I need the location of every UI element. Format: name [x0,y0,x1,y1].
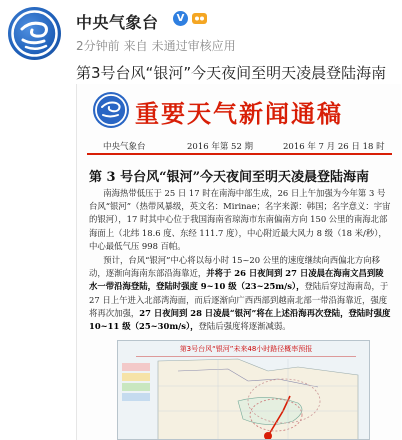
doc-paragraph-1: 南海热带低压于 25 日 17 时在南海中部生成，26 日上午加强为今年第 3 号台风“银河”（热带风暴级，英文名：Mirinae；名字来源：韩国；名字意义：宇宙的银河），17 时其中心位于我国海南省琼海市东南偏南方向 150 公里的南海北部海面上（北纬 18.6 度、东经 111.7 度），中心附近最大风力 8 级（18 米/秒），中心最低气压 998 百帕。 [89,188,391,251]
doc-banner-title: 重要天气新闻通稿 [135,99,343,128]
doc-para2-part5: 登陆后强度将逐渐减弱。 [198,321,291,332]
doc-paragraph-2 [89,254,391,333]
doc-logo-icon [93,92,129,128]
typhoon-track-map [117,340,370,440]
doc-issue: 2016 年第 52 期 [187,142,254,152]
doc-date: 2016 年 7 月 26 日 18 时 [283,142,385,152]
post-text: 第3号台风“银河”今天夜间至明天凌晨登陆海南 [76,64,387,82]
account-name[interactable]: 中央气象台 [76,13,159,32]
source-prefix: 来自 [123,39,148,53]
doc-headline: 第 3 号台风“银河”今天夜间至明天凌晨登陆海南 [89,170,370,185]
verified-icon: V [173,11,188,26]
post-meta [76,37,240,54]
member-badge-icon [191,11,208,26]
map-title: 第3号台风“银河”未来48小时路径概率预报 [136,344,356,357]
doc-para2-part2: 并将于 26 日夜间到 27 日凌晨在海南文昌到陵水一带沿海登陆，登陆时强度 9~10 级（23~25m/s）， [89,268,384,292]
cma-logo-icon [8,7,61,60]
doc-org: 中央气象台 [103,142,146,152]
doc-body [89,187,391,334]
doc-para2-part1: 预计，台风“银河”中心将以每小时 15~20 公里的速度继续向西偏北方向移动，逐渐向海南东部沿海靠近， [89,255,380,279]
map-graphic [118,341,370,440]
post-source[interactable]: 未通过审核应用 [151,39,236,53]
post-time: 2分钟前 [76,39,120,53]
avatar[interactable] [8,7,61,60]
doc-divider [87,153,392,155]
doc-para2-part3: 登陆后穿过海南岛，于 27 日上午进入北部湾海面，而后逐渐向广西西部到越南北部一带沿海靠近，强度将再次加强， [89,281,389,318]
post-header [0,0,402,60]
press-release-image[interactable] [76,84,401,440]
doc-para2-part4: 27 日夜间到 28 日凌晨“银河”将在上述沿海再次登陆，登陆时强度 10~11 级（25~30m/s）， [89,307,391,332]
